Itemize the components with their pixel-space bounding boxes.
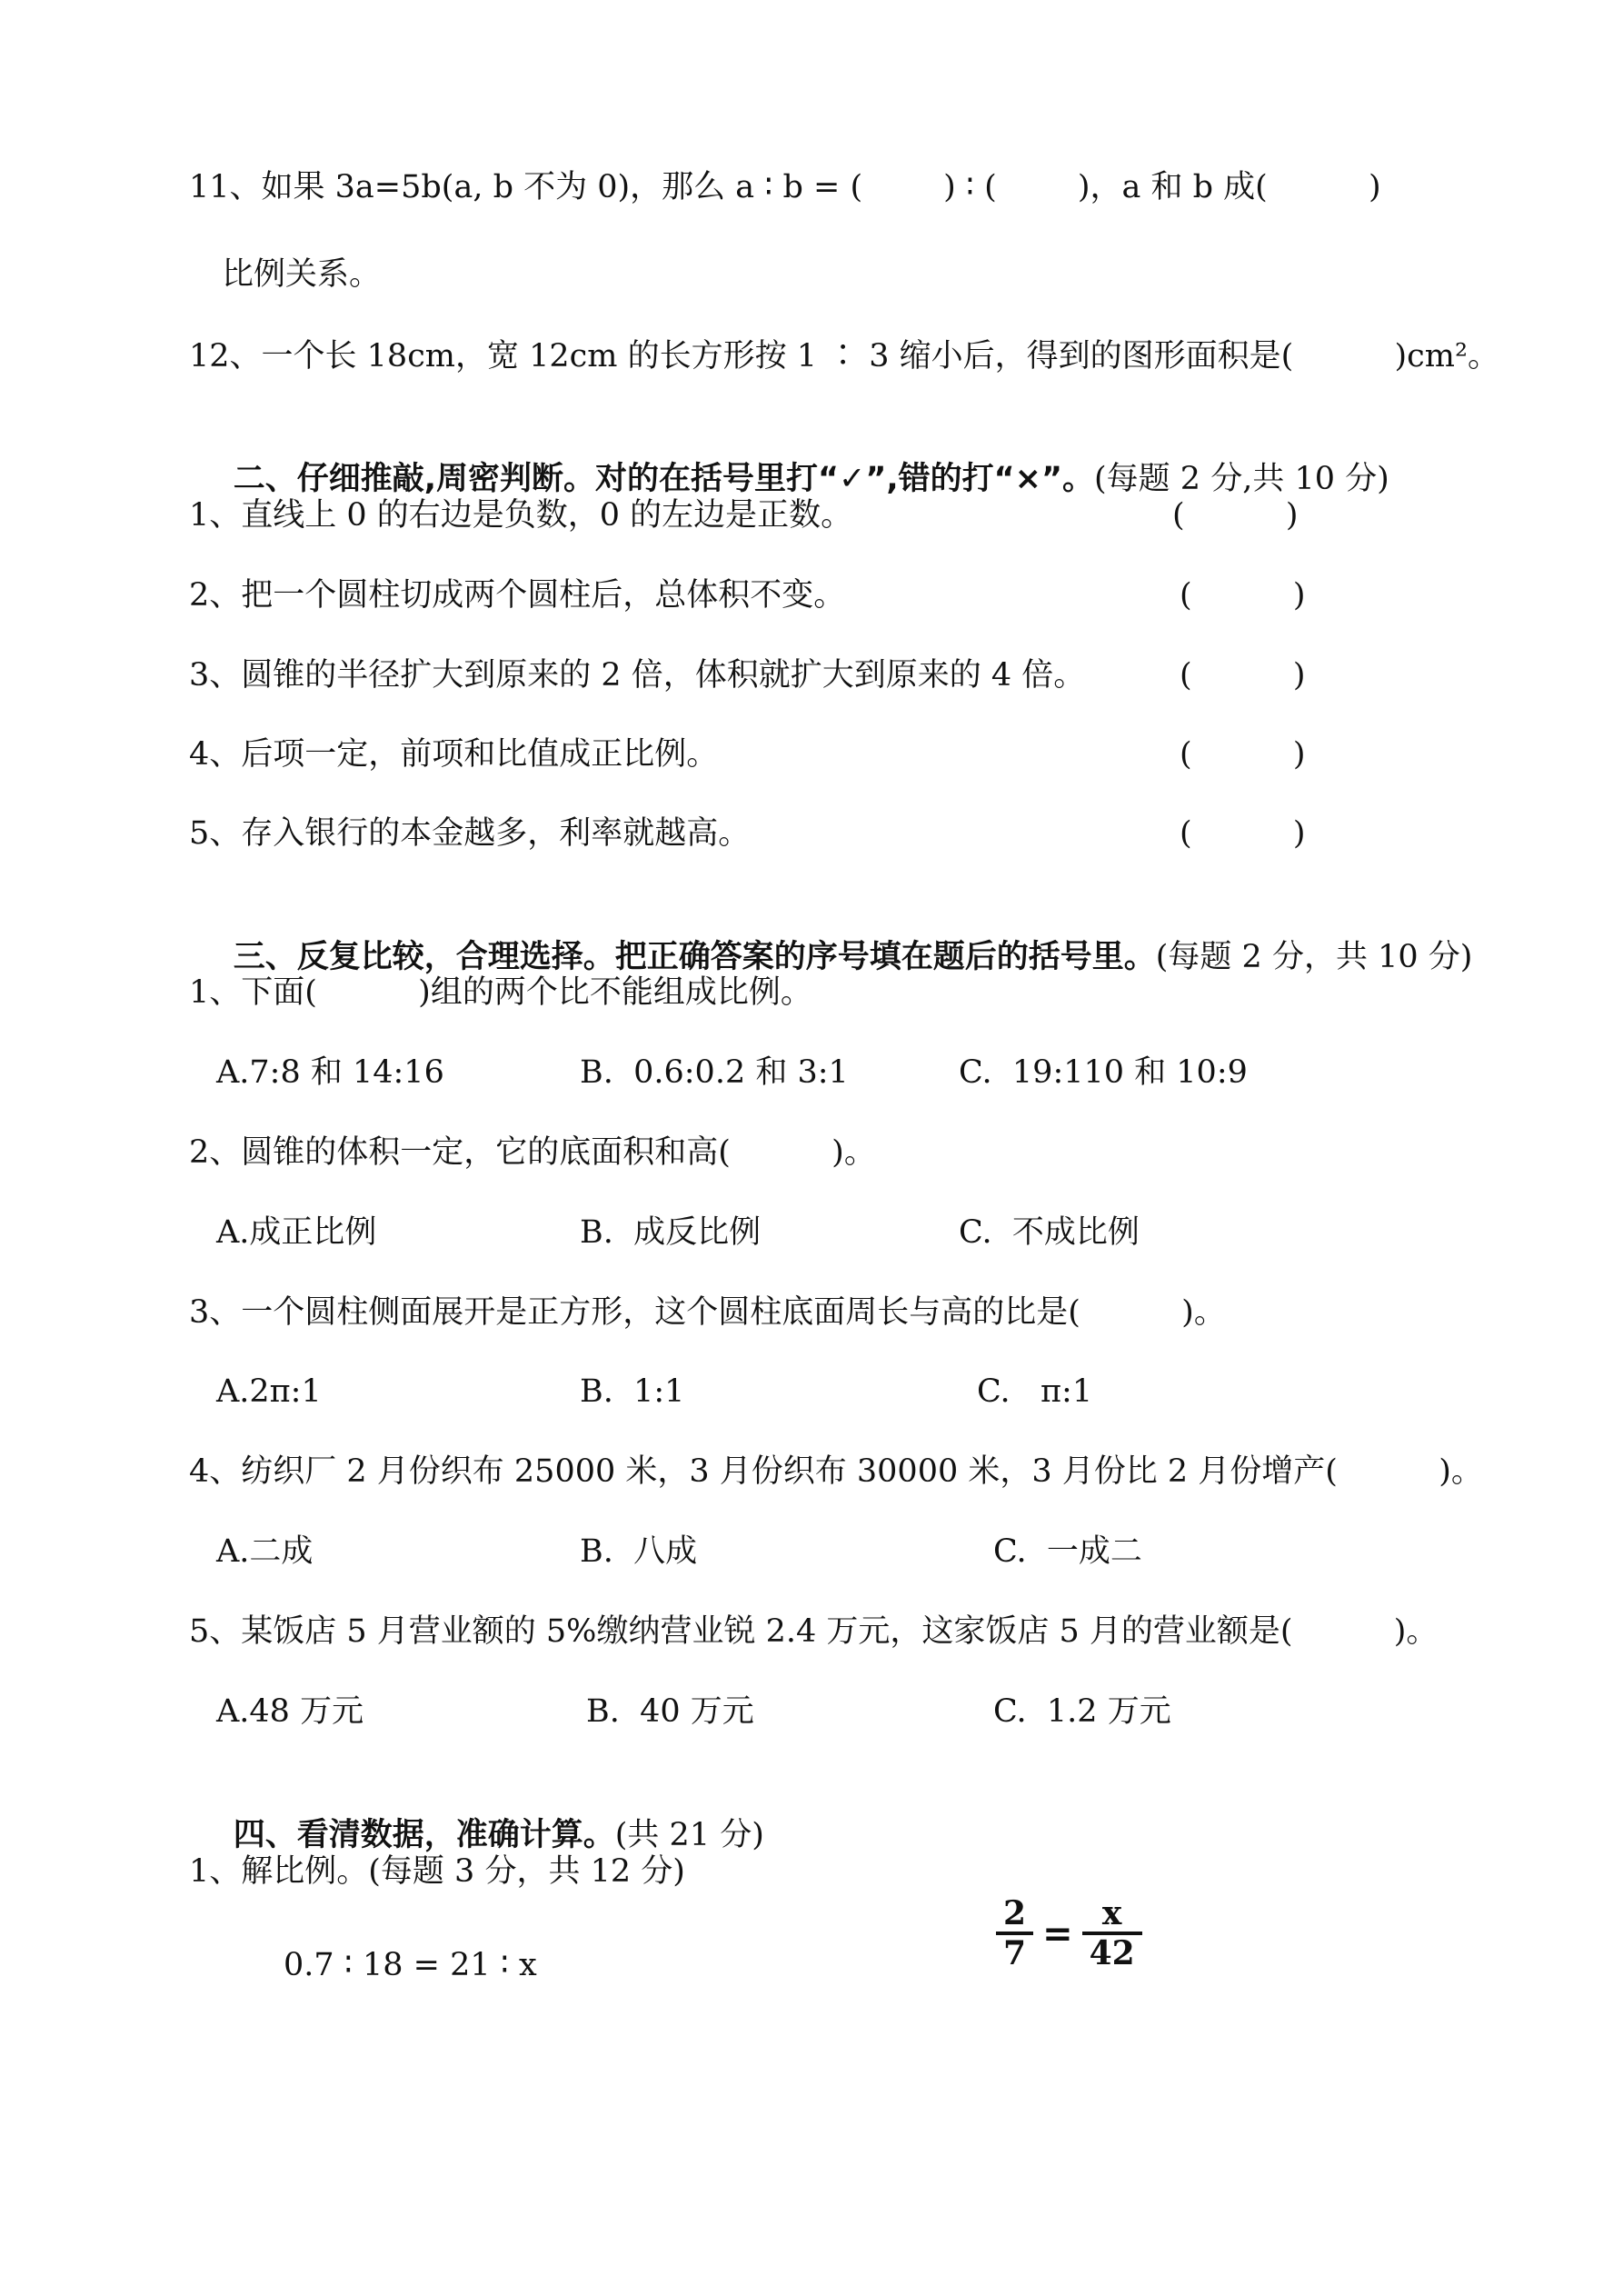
choice-2-option-b[interactable]: B. 成反比例 bbox=[580, 1214, 762, 1251]
judge-item-5: 5、存入银行的本金越多，利率就越高。 bbox=[189, 815, 751, 852]
question-11-line1: 11、如果 3a=5b(a, b 不为 0)，那么 a ∶ b = ( ) ∶ ( )，a 和 b 成( ) bbox=[189, 169, 1381, 205]
section-4-note: (共 21 分) bbox=[614, 1817, 764, 1853]
choice-question-5: 5、某饭店 5 月营业额的 5%缴纳营业锐 2.4 万元，这家饭店 5 月的营业额是( )。 bbox=[189, 1613, 1439, 1650]
fraction-right-denominator: 42 bbox=[1089, 1934, 1135, 1972]
choice-1-option-a[interactable]: A.7:8 和 14:16 bbox=[216, 1054, 444, 1091]
choice-1-option-c[interactable]: C. 19:110 和 10:9 bbox=[959, 1054, 1248, 1091]
fraction-right bbox=[1086, 1895, 1139, 1972]
section-2-note: (每题 2 分,共 10 分) bbox=[1094, 461, 1389, 497]
section-3-note: (每题 2 分，共 10 分) bbox=[1155, 939, 1473, 975]
fraction-right-numerator: x bbox=[1101, 1894, 1122, 1932]
fraction-left bbox=[1000, 1895, 1030, 1972]
judge-item-3: 3、圆锥的半径扩大到原来的 2 倍，体积就扩大到原来的 4 倍。 bbox=[189, 657, 1086, 694]
judge-item-2: 2、把一个圆柱切成两个圆柱后，总体积不变。 bbox=[189, 577, 846, 614]
judge-answer-paren-5[interactable]: ( ) bbox=[1180, 815, 1306, 852]
choice-2-option-c[interactable]: C. 不成比例 bbox=[959, 1214, 1140, 1251]
choice-4-option-c[interactable]: C. 一成二 bbox=[993, 1533, 1142, 1570]
choice-5-option-a[interactable]: A.48 万元 bbox=[216, 1693, 364, 1730]
judge-answer-paren-4[interactable]: ( ) bbox=[1180, 736, 1306, 773]
choice-4-option-b[interactable]: B. 八成 bbox=[580, 1533, 698, 1570]
choice-question-2: 2、圆锥的体积一定，它的底面积和高( )。 bbox=[189, 1134, 876, 1171]
judge-item-1: 1、直线上 0 的右边是负数，0 的左边是正数。 bbox=[189, 497, 853, 534]
question-11-line2: 比例关系。 bbox=[222, 256, 382, 293]
choice-3-option-b[interactable]: B. 1:1 bbox=[580, 1373, 685, 1410]
choice-4-option-a[interactable]: A.二成 bbox=[216, 1533, 314, 1570]
choice-question-4: 4、纺织厂 2 月份织布 25000 米，3 月份织布 30000 米，3 月份比 2 月份增产( )。 bbox=[189, 1453, 1483, 1490]
section-4-title: 四、看清数据，准确计算。 bbox=[233, 1817, 615, 1853]
judge-answer-paren-1[interactable]: ( ) bbox=[1172, 497, 1299, 534]
question-12: 12、一个长 18cm，宽 12cm 的长方形按 1 ∶ 3 缩小后，得到的图形面积是( )cm²。 bbox=[189, 338, 1499, 374]
choice-5-option-c[interactable]: C. 1.2 万元 bbox=[993, 1693, 1171, 1730]
section-3-title: 三、反复比较，合理选择。把正确答案的序号填在题后的括号里。 bbox=[233, 939, 1156, 975]
fraction-left-denominator: 7 bbox=[1003, 1934, 1027, 1972]
choice-3-option-a[interactable]: A.2π:1 bbox=[216, 1373, 322, 1410]
choice-1-option-b[interactable]: B. 0.6:0.2 和 3:1 bbox=[580, 1054, 849, 1091]
solve-proportion-subheading: 1、解比例。(每题 3 分，共 12 分) bbox=[189, 1853, 685, 1890]
proportion-equation-1: 0.7 ∶ 18 = 21 ∶ x bbox=[284, 1947, 537, 1983]
judge-answer-paren-2[interactable]: ( ) bbox=[1180, 577, 1306, 614]
choice-3-option-c[interactable]: C. π:1 bbox=[977, 1373, 1093, 1410]
fraction-left-numerator: 2 bbox=[1003, 1894, 1027, 1932]
section-2-title: 二、仔细推敲,周密判断。对的在括号里打“✓”,错的打“×”。 bbox=[233, 461, 1095, 497]
judge-answer-paren-3[interactable]: ( ) bbox=[1180, 657, 1306, 694]
choice-question-3: 3、一个圆柱侧面展开是正方形，这个圆柱底面周长与高的比是( )。 bbox=[189, 1294, 1226, 1331]
equals-sign: = bbox=[1042, 1912, 1073, 1955]
choice-question-1: 1、下面( )组的两个比不能组成比例。 bbox=[189, 974, 812, 1011]
proportion-equation-2 bbox=[1000, 1895, 1139, 1972]
choice-2-option-a[interactable]: A.成正比例 bbox=[216, 1214, 377, 1251]
judge-item-4: 4、后项一定，前项和比值成正比例。 bbox=[189, 736, 719, 773]
choice-5-option-b[interactable]: B. 40 万元 bbox=[586, 1693, 754, 1730]
